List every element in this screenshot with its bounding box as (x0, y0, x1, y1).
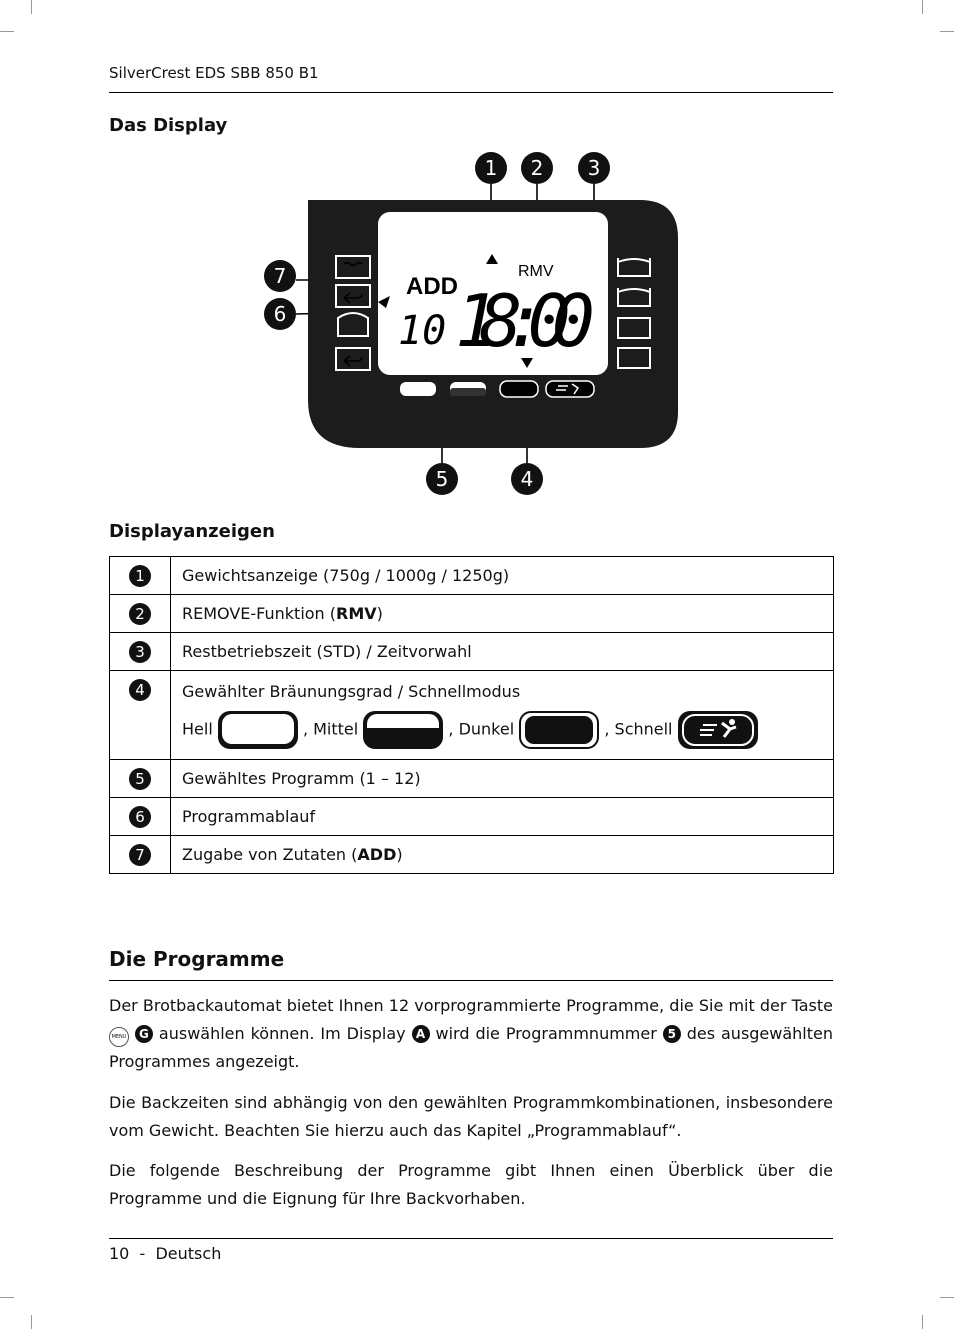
section-title-indicators: Displayanzeigen (109, 521, 275, 542)
crop-mark (31, 1315, 32, 1329)
lcd-time: 18:00 (455, 279, 595, 363)
crop-mark (922, 1315, 923, 1329)
crop-mark (940, 1297, 954, 1298)
badge-g: G (135, 1025, 153, 1043)
quick-mode-icon (678, 711, 758, 749)
table-row (110, 557, 834, 595)
badge-5: 5 (663, 1025, 681, 1043)
table-row (110, 836, 834, 874)
paragraph-intro: Der Brotbackautomat bietet Ihnen 12 vorprogrammierte Programme, die Sie mit der Taste MENU G auswählen können. Im Display A wird die Programmnummer 5 des ausgewählten Programmes angezeigt. (109, 996, 834, 1071)
table-row (110, 595, 834, 633)
display-illustration (260, 150, 700, 495)
crop-mark (0, 31, 14, 32)
footer-rule (109, 1238, 833, 1239)
table-row (110, 671, 834, 760)
row-number: 7 (129, 844, 151, 866)
crop-mark (940, 31, 954, 32)
crop-mark (922, 0, 923, 14)
badge-a: A (412, 1025, 430, 1043)
table-row (110, 798, 834, 836)
svg-text:2: 2 (530, 156, 544, 180)
row-number: 6 (129, 806, 151, 828)
section-title-programs: Die Programme (109, 947, 285, 971)
row-text: REMOVE-Funktion (RMV) (171, 595, 834, 633)
browning-dark-icon (519, 711, 599, 749)
svg-text:4: 4 (520, 467, 534, 491)
table-row (110, 760, 834, 798)
row-number: 1 (129, 565, 151, 587)
svg-text:6: 6 (273, 302, 287, 326)
menu-button-icon: MENU (109, 1027, 129, 1047)
indicator-table (109, 556, 834, 874)
row-text: Gewählter Bräunungsgrad / Schnellmodus Hell , Mittel , Dunkel , Schnell (171, 671, 834, 760)
row-text: Programmablauf (171, 798, 834, 836)
row-number: 3 (129, 641, 151, 663)
svg-text:3: 3 (587, 156, 601, 180)
section-title-display: Das Display (109, 115, 228, 136)
row-text: Gewichtsanzeige (750g / 1000g / 1250g) (171, 557, 834, 595)
lcd-program-number: 10 (398, 308, 447, 354)
crop-mark (0, 1297, 14, 1298)
row-number: 5 (129, 768, 151, 790)
label-dunkel: , Dunkel (448, 719, 515, 738)
row-text: Restbetriebszeit (STD) / Zeitvorwahl (171, 633, 834, 671)
label-mittel: , Mittel (302, 719, 359, 738)
paragraph-baking-times: Die Backzeiten sind abhängig von den gewählten Programmkombinationen, insbesondere vom Gewicht. Beachten Sie hierzu auch das Kapitel „Programmablauf“. (109, 1093, 833, 1140)
lcd-add: ADD (406, 273, 458, 300)
lcd-weight-1000: 1000g (474, 221, 514, 237)
table-row (110, 633, 834, 671)
row-text: Zugabe von Zutaten (ADD) (171, 836, 834, 874)
page-footer: 10 - Deutsch (109, 1244, 222, 1263)
paragraph-overview: Die folgende Beschreibung der Programme gibt Ihnen einen Überblick über die Programme und die Eignung für Ihre Backvorhaben. (109, 1161, 833, 1208)
crop-mark (31, 0, 32, 14)
svg-text:1: 1 (484, 156, 498, 180)
header-rule (109, 92, 833, 93)
lcd-weight-1250: 1250g (552, 221, 592, 237)
label-schnell: , Schnell (604, 719, 673, 738)
lcd-rmv: RMV (518, 263, 554, 280)
section-rule (109, 980, 833, 981)
svg-text:5: 5 (435, 467, 449, 491)
browning-medium-icon (363, 711, 443, 749)
row-text: Gewähltes Programm (1 – 12) (171, 760, 834, 798)
svg-text:7: 7 (273, 264, 287, 288)
row-number: 2 (129, 603, 151, 625)
row-number: 4 (129, 679, 151, 701)
label-hell: Hell (182, 719, 213, 738)
lcd-weight-750: 750g (400, 221, 432, 237)
running-header: SilverCrest EDS SBB 850 B1 (109, 64, 319, 82)
browning-light-icon (218, 711, 298, 749)
